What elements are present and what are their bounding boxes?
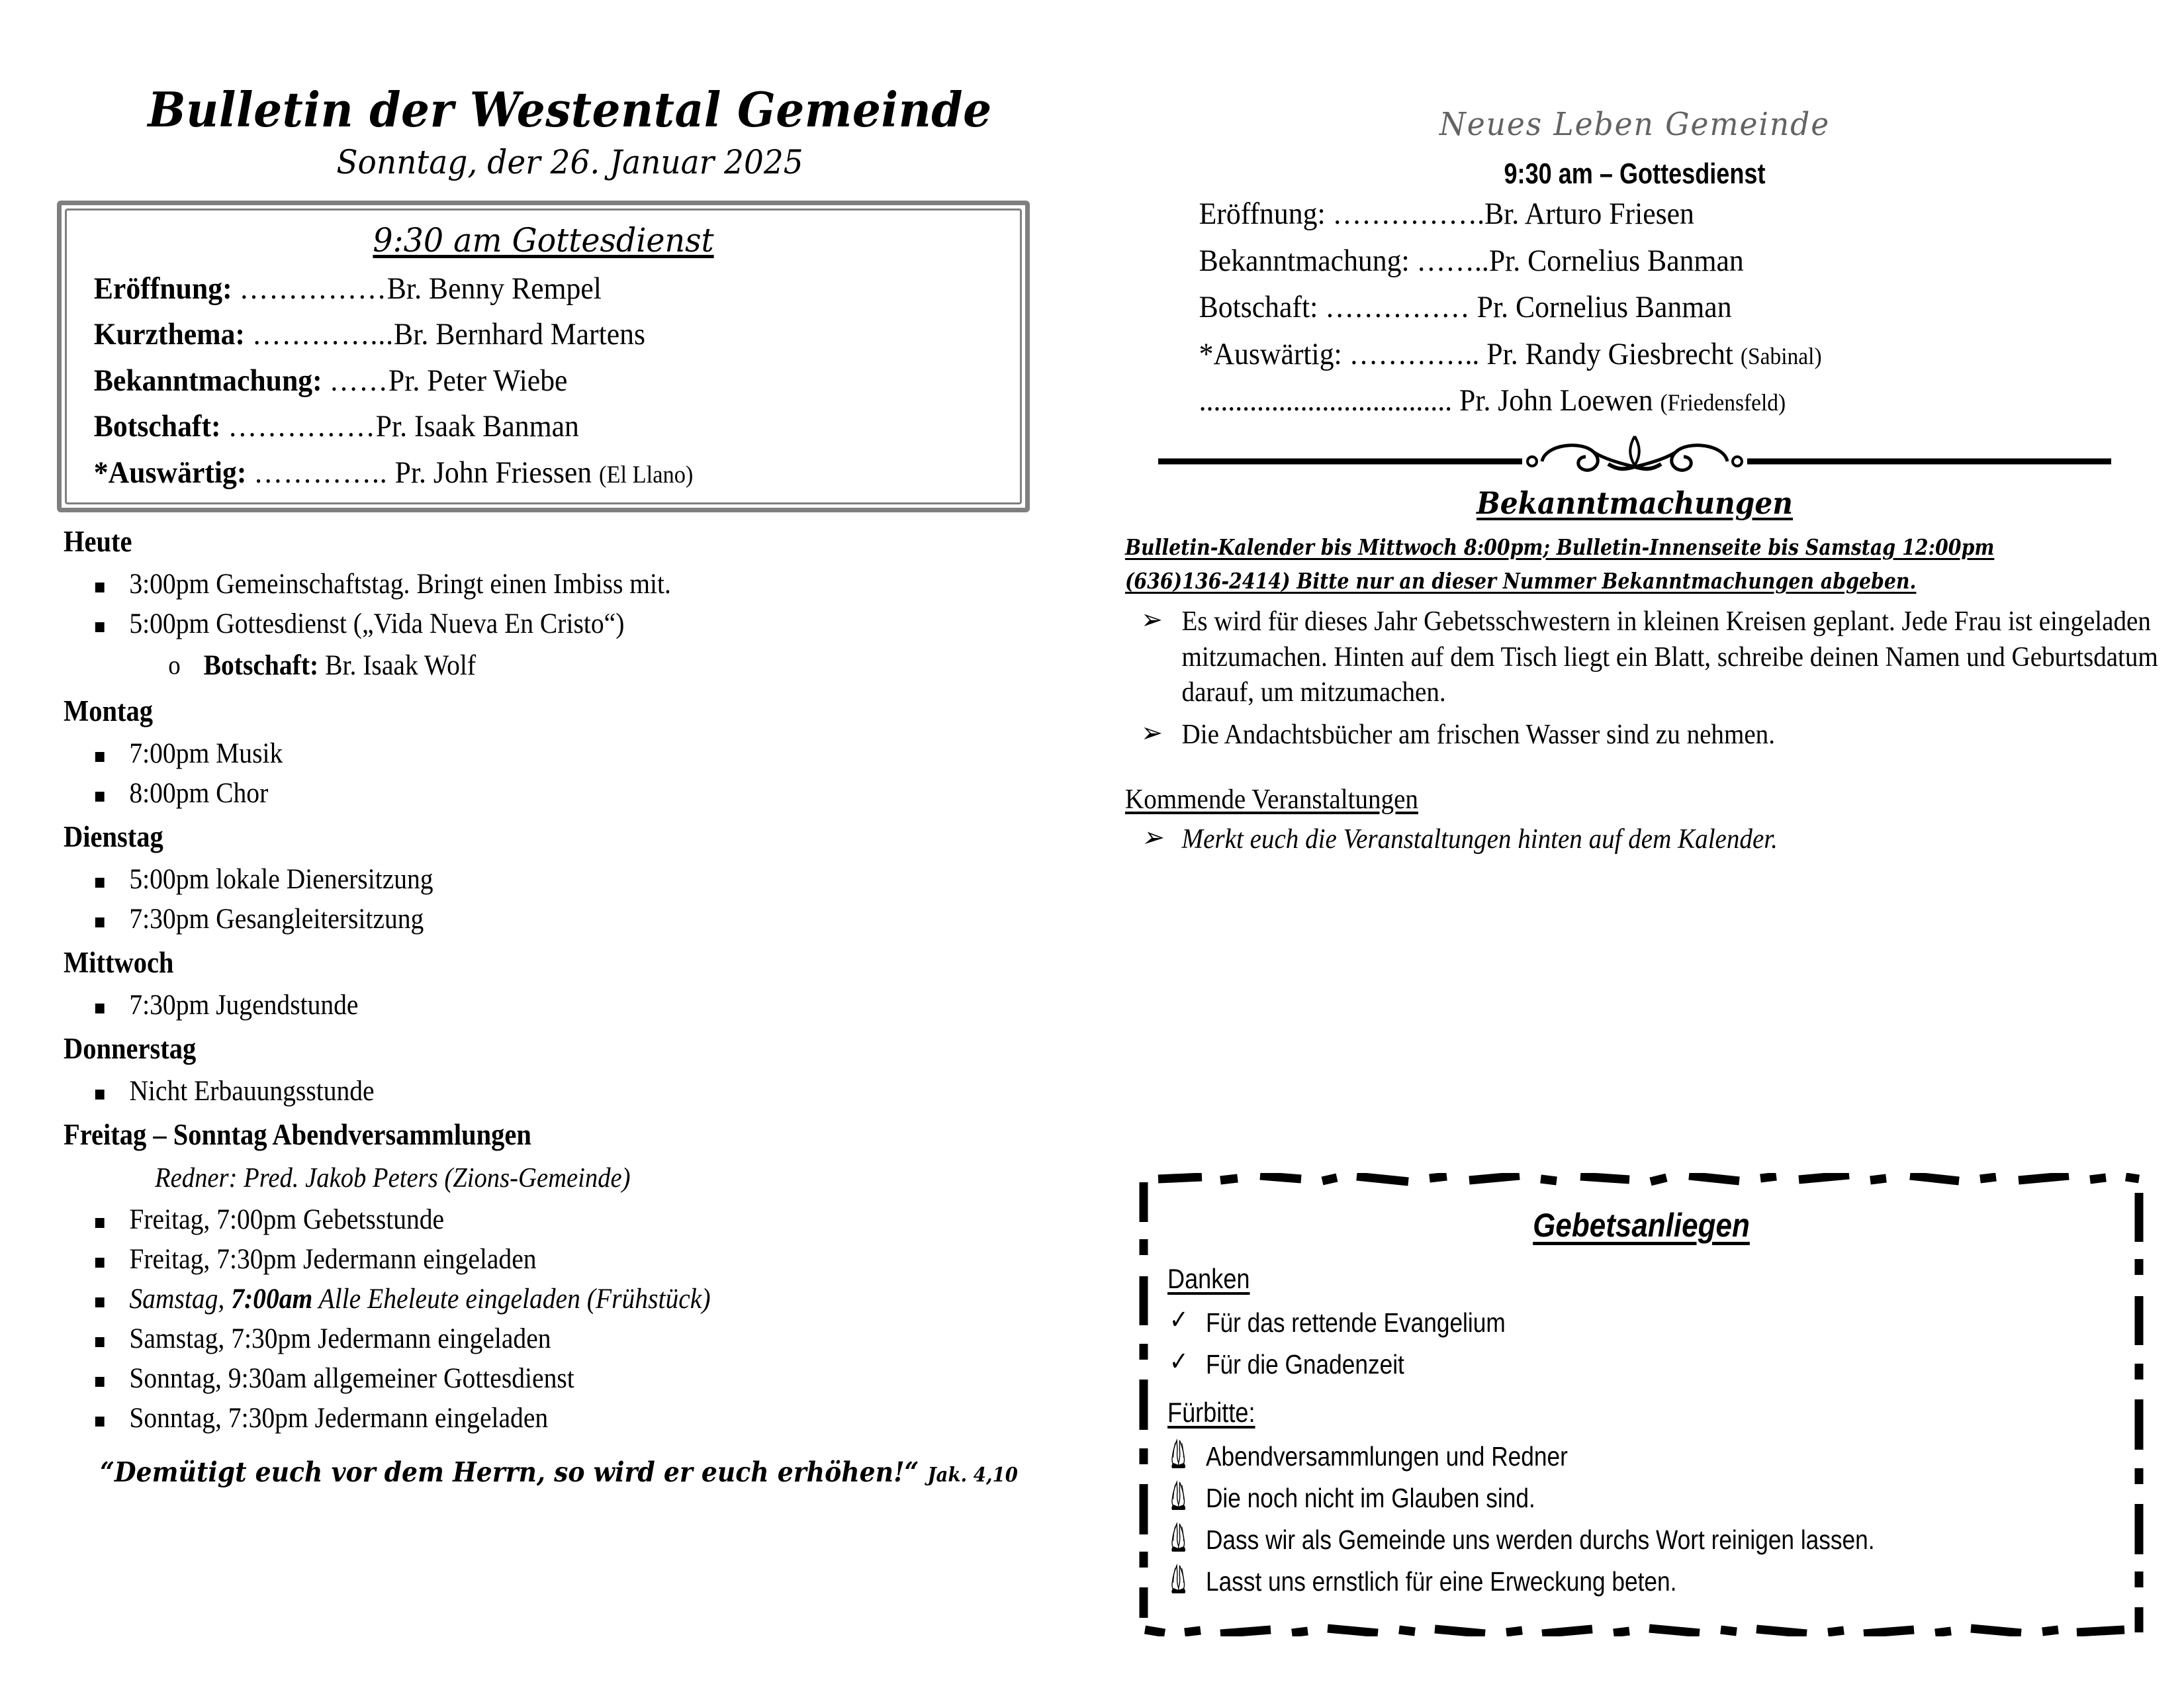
schedule-item (64, 991, 995, 1019)
flourish-ornament-icon (1145, 435, 2124, 485)
thanks-item-text: Für die Gnadenzeit (1205, 1349, 1404, 1380)
intercession-item (1157, 1526, 1990, 1554)
service-details-box (57, 201, 1030, 513)
announcement-note-line2: (636)136-2414) Bitte nur an dieser Nummer Bekanntmachungen abgeben. (1125, 567, 1917, 594)
prayer-heading: Gebetsanliegen (1533, 1207, 1750, 1244)
upcoming-event-items (1125, 822, 2144, 858)
right-column (1125, 0, 2158, 1688)
service-line (66, 404, 954, 450)
announcement-item (1125, 604, 2167, 711)
praying-hands-icon (1167, 1563, 1189, 1595)
weekend-item (64, 1364, 995, 1393)
square-bullet-icon (95, 917, 105, 927)
left-column (64, 0, 1076, 1688)
square-bullet-icon (95, 1218, 105, 1228)
intercession-item (1157, 1485, 1990, 1512)
weekend-item (64, 1245, 995, 1274)
right-line-label: *Auswärtig: (1199, 336, 1342, 371)
leader-dots: ………….. (253, 455, 388, 490)
closing-verse (64, 1456, 1018, 1489)
praying-hands-icon (1167, 1479, 1189, 1511)
right-line-label: Bekanntmachung: (1199, 243, 1410, 278)
thanks-item-text: Für das rettende Evangelium (1205, 1307, 1506, 1338)
service-line (66, 358, 954, 404)
leader-dots: …………… (239, 271, 387, 306)
right-service-line (1125, 238, 2073, 285)
service-line-value: Pr. John Friessen (387, 455, 592, 490)
right-line-note: (Sabinal) (1740, 342, 1822, 369)
weekend-item-text: Freitag, 7:30pm Jedermann eingeladen (129, 1244, 537, 1276)
subitem-label: Botschaft: (203, 650, 319, 682)
church-name: Neues Leben Gemeinde (1439, 106, 1831, 143)
announcement-items (1125, 604, 2158, 753)
schedule-item-text: 3:00pm Gemeinschaftstag. Bringt einen Imbiss mit. (129, 569, 671, 600)
announcement-note-line1: Bulletin-Kalender bis Mittwoch 8:00pm; Bulletin-Innenseite bis Samstag 12:00pm (1125, 534, 1995, 560)
leader-dots: …….. (1416, 243, 1489, 278)
weekend-item-text: Sonntag, 7:30pm Jedermann eingeladen (129, 1403, 549, 1434)
ornament-divider (1125, 435, 2144, 485)
square-bullet-icon (95, 622, 105, 632)
intercession-item-text: Die noch nicht im Glauben sind. (1205, 1483, 1535, 1513)
schedule-item-text: 7:30pm Jugendstunde (129, 990, 359, 1021)
service-line (66, 312, 954, 358)
schedule-item (64, 570, 995, 598)
service-line-note: (El Llano) (599, 461, 694, 489)
schedule-item (64, 905, 995, 933)
square-bullet-icon (95, 878, 105, 888)
square-bullet-icon (95, 1090, 105, 1100)
page-title: Bulletin der Westental Gemeinde (148, 81, 992, 138)
square-bullet-icon (95, 583, 105, 592)
schedule-subitem (64, 649, 995, 682)
square-bullet-icon (95, 792, 105, 802)
right-service-lines (1125, 191, 2144, 424)
intercession-item-text: Dass wir als Gemeinde uns werden durchs Wort reinigen lassen. (1205, 1524, 1875, 1555)
circle-bullet-icon: o (168, 650, 181, 680)
right-line-label: Botschaft: (1199, 290, 1318, 324)
service-line-value: Br. Bernhard Martens (394, 317, 645, 352)
square-bullet-icon (95, 1417, 105, 1427)
intercession-item-text: Abendversammlungen und Redner (1205, 1441, 1568, 1472)
right-line-value: Pr. Randy Giesbrecht (1479, 336, 1733, 371)
leader-dots: ................................... (1199, 383, 1453, 418)
service-box-heading: 9:30 am Gottesdienst (373, 220, 714, 259)
weekend-heading: Freitag – Sonntag Abendversammlungen (64, 1118, 531, 1152)
right-line-value: Pr. Cornelius Banman (1488, 243, 1744, 278)
right-line-note: (Friedensfeld) (1660, 389, 1786, 416)
schedule-item (64, 779, 995, 808)
day-heading: Heute (64, 525, 132, 559)
schedule-item-text: 7:30pm Gesangleitersitzung (129, 904, 424, 935)
schedule-item (64, 739, 995, 768)
service-lines-list (66, 266, 1021, 496)
right-service-line (1125, 331, 2073, 378)
right-line-label: Eröffnung: (1199, 197, 1326, 231)
weekend-item-text: Freitag, 7:00pm Gebetsstunde (129, 1204, 445, 1236)
service-time: 9:30 am – Gottesdienst (1504, 158, 1766, 190)
intercession-items (1157, 1443, 2126, 1595)
weekend-item (64, 1285, 995, 1313)
schedule-item-text: 8:00pm Chor (129, 778, 269, 810)
square-bullet-icon (95, 752, 105, 762)
weekly-schedule (64, 524, 1076, 1105)
weekend-item-text: Samstag, 7:00am Alle Eheleute eingeladen (Frühstück) (129, 1284, 711, 1315)
announcement-text: Die Andachtsbücher am frischen Wasser sind zu nehmen. (1181, 720, 1775, 751)
weekend-speaker: Redner: Pred. Jakob Peters (Zions-Gemeinde) (155, 1163, 631, 1194)
right-service-line (1125, 191, 2073, 238)
weekend-item-time: 7:00am (231, 1284, 313, 1315)
schedule-item-text: 5:00pm Gottesdienst („Vida Nueva En Cristo“) (129, 608, 625, 640)
square-bullet-icon (95, 1297, 105, 1307)
announcement-item (1125, 718, 2167, 753)
right-service-line (1125, 377, 2073, 424)
arrow-bullet-icon: ➢ (1141, 604, 1163, 635)
square-bullet-icon (95, 1258, 105, 1268)
day-heading: Dienstag (64, 820, 163, 854)
verse-text: “Demütigt euch vor dem Herrn, so wird er euch erhöhen!“ (100, 1456, 919, 1489)
square-bullet-icon (95, 1337, 105, 1347)
schedule-item (64, 1077, 995, 1105)
intercession-heading: Fürbitte: (1167, 1397, 1255, 1428)
bulletin-date: Sonntag, der 26. Januar 2025 (336, 142, 803, 181)
schedule-item (64, 865, 995, 894)
praying-hands-icon (1167, 1438, 1189, 1470)
intercession-item (1157, 1443, 1990, 1470)
day-heading: Donnerstag (64, 1032, 197, 1066)
right-line-value: Br. Arturo Friesen (1484, 197, 1694, 231)
schedule-item (64, 610, 995, 638)
schedule-item-text: 5:00pm lokale Dienersitzung (129, 864, 433, 896)
subitem-text: Br. Isaak Wolf (318, 650, 477, 682)
service-line (66, 450, 954, 496)
service-line-value: Pr. Isaak Banman (375, 409, 579, 444)
day-heading: Mittwoch (64, 946, 174, 980)
check-bullet-icon: ✓ (1169, 1305, 1189, 1335)
arrow-bullet-icon: ➢ (1141, 822, 1163, 853)
check-bullet-icon: ✓ (1169, 1346, 1189, 1377)
weekend-item (64, 1325, 995, 1353)
thanks-items (1157, 1305, 2126, 1380)
prayer-requests-box (1138, 1173, 2144, 1636)
service-line (66, 266, 954, 312)
weekend-item (64, 1404, 995, 1432)
announcement-text: Es wird für dieses Jahr Gebetsschwestern in kleinen Kreisen geplant. Jede Frau ist eingeladen mitzumachen. Hinten auf dem Tisch liegt ein Blatt, schreibe deinen Namen und Geburtsdatum darauf, um mitzumachen. (1181, 606, 2158, 708)
leader-dots: …………… (1325, 290, 1470, 324)
arrow-bullet-icon: ➢ (1141, 718, 1163, 749)
intercession-item (1157, 1568, 1990, 1595)
day-heading: Montag (64, 694, 153, 728)
prayer-box-content (1157, 1189, 2126, 1630)
leader-dots: …… (329, 363, 388, 398)
schedule-item-text: Nicht Erbauungsstunde (129, 1076, 375, 1107)
leader-dots: …………... (251, 317, 394, 352)
thanks-heading: Danken (1167, 1263, 1250, 1294)
right-line-value: Pr. John Loewen (1452, 383, 1653, 418)
schedule-item-text: 7:00pm Musik (129, 738, 283, 770)
right-service-line (1125, 284, 2073, 331)
announcements-heading: Bekanntmachungen (1476, 485, 1794, 521)
thanks-item (1157, 1346, 1990, 1380)
service-line-label: Bekanntmachung: (93, 363, 322, 398)
praying-hands-icon (1167, 1521, 1189, 1553)
leader-dots: ………….. (1349, 336, 1480, 371)
service-line-label: Botschaft: (93, 409, 221, 444)
weekend-item (64, 1205, 995, 1234)
announcement-item (1125, 822, 2167, 858)
leader-dots: …………… (228, 409, 376, 444)
right-line-value: Pr. Cornelius Banman (1469, 290, 1732, 324)
leader-dots: ……………. (1332, 197, 1485, 231)
service-line-value: Br. Benny Rempel (387, 271, 602, 306)
thanks-item (1157, 1305, 1990, 1338)
intercession-item-text: Lasst uns ernstlich für eine Erweckung beten. (1205, 1566, 1677, 1597)
announcement-text: Merkt euch die Veranstaltungen hinten auf dem Kalender. (1181, 823, 1778, 855)
square-bullet-icon (95, 1377, 105, 1387)
service-line-label: Eröffnung: (93, 271, 232, 306)
service-line-label: *Auswärtig: (93, 455, 247, 490)
service-line-value: Pr. Peter Wiebe (388, 363, 568, 398)
upcoming-events-heading: Kommende Veranstaltungen (1125, 784, 1418, 815)
weekend-meetings (64, 1117, 1076, 1432)
weekend-item-text: Samstag, 7:30pm Jedermann eingeladen (129, 1323, 551, 1355)
weekend-item-text: Sonntag, 9:30am allgemeiner Gottesdienst (129, 1363, 574, 1395)
square-bullet-icon (95, 1004, 105, 1013)
service-line-label: Kurzthema: (93, 317, 245, 352)
verse-reference: Jak. 4,10 (927, 1464, 1018, 1487)
